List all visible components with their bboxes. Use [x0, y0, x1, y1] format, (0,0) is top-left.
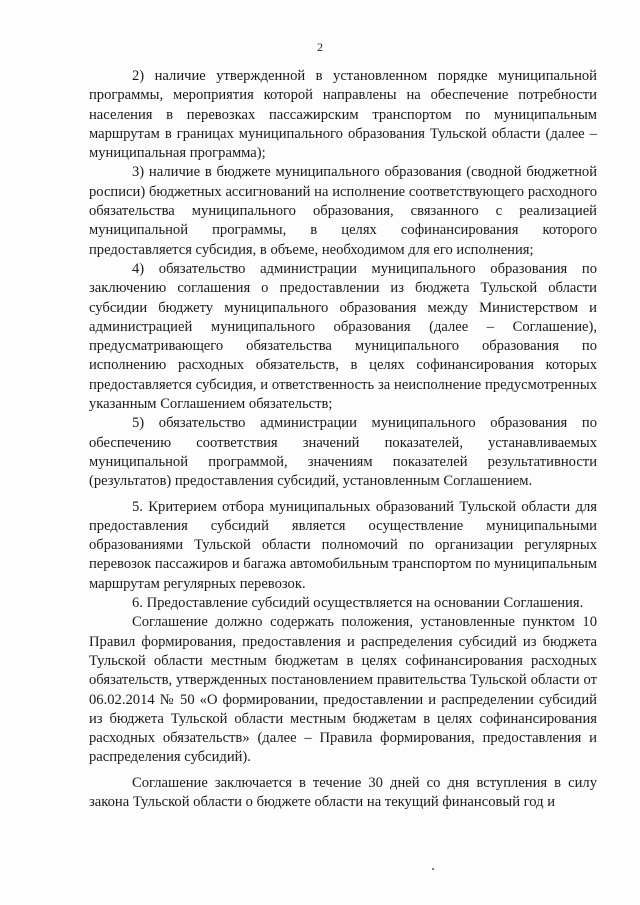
document-body	[89, 67, 597, 812]
paragraph-clause-5: 5. Критерием отбора муниципальных образований Тульской области для предоставления субсидий является осуществление муниципальными образованиями Тульской области полномочий по организации регулярных перевозок пассажиров и багажа автомобильным транспортом по муниципальным маршрутам регулярных перевозок.	[89, 498, 597, 592]
scan-speck	[432, 868, 434, 870]
paragraph-item-3: 3) наличие в бюджете муниципального образования (сводной бюджетной росписи) бюджетных ассигнований на исполнение соответствующего расходного обязательства муниципального образования, связанного с реализацией муниципальной программы, в целях софинансирования которого предоставляется субсидия, в объеме, необходимом для его исполнения;	[89, 164, 597, 258]
paragraph-item-2: 2) наличие утвержденной в установленном порядке муниципальной программы, мероприятия которой направлены на обеспечение потребности населения в перевозках пассажирским транспортом по муниципальным маршрутам в границах муниципального образования Тульской области (далее – муниципальная программа);	[89, 68, 597, 162]
paragraph-agreement-term: Соглашение заключается в течение 30 дней со дня вступления в силу закона Тульской области о бюджете области на текущий финансовый год и	[89, 774, 597, 810]
paragraph-item-5: 5) обязательство администрации муниципального образования по обеспечению соответствия значений показателей, устанавливаемых муниципальной программой, значениям показателей результативности (результатов) предоставления субсидий, установленным Соглашением.	[89, 415, 597, 490]
paragraph-clause-6: 6. Предоставление субсидий осуществляется на основании Соглашения.	[132, 595, 584, 612]
page-number: 2	[317, 40, 323, 54]
paragraph-agreement-provisions: Соглашение должно содержать положения, установленные пунктом 10 Правил формирования, предоставления и распределения субсидий из бюджета Тульской области местным бюджетам в целях софинансирования расходных обязательств, утвержденных постановлением правительства Тульской области от 06.02.2014 № 50 «О формировании, предоставлении и распределении субсидий из бюджета Тульской области местным бюджетам в целях софинансирования расходных обязательств» (далее – Правила формирования, предоставления и распределения субсидий).	[89, 614, 597, 766]
paragraph-item-4: 4) обязательство администрации муниципального образования по заключению соглашения о предоставлении из бюджета Тульской области субсидии бюджету муниципального образования между Министерством и администрацией муниципального образования (далее – Соглашение), предусматривающего обязательства муниципального образования по исполнению расходных обязательств, в целях софинансирования которых предоставляется субсидия, и ответственность за неисполнение предусмотренных указанным Соглашением обязательств;	[89, 260, 597, 413]
